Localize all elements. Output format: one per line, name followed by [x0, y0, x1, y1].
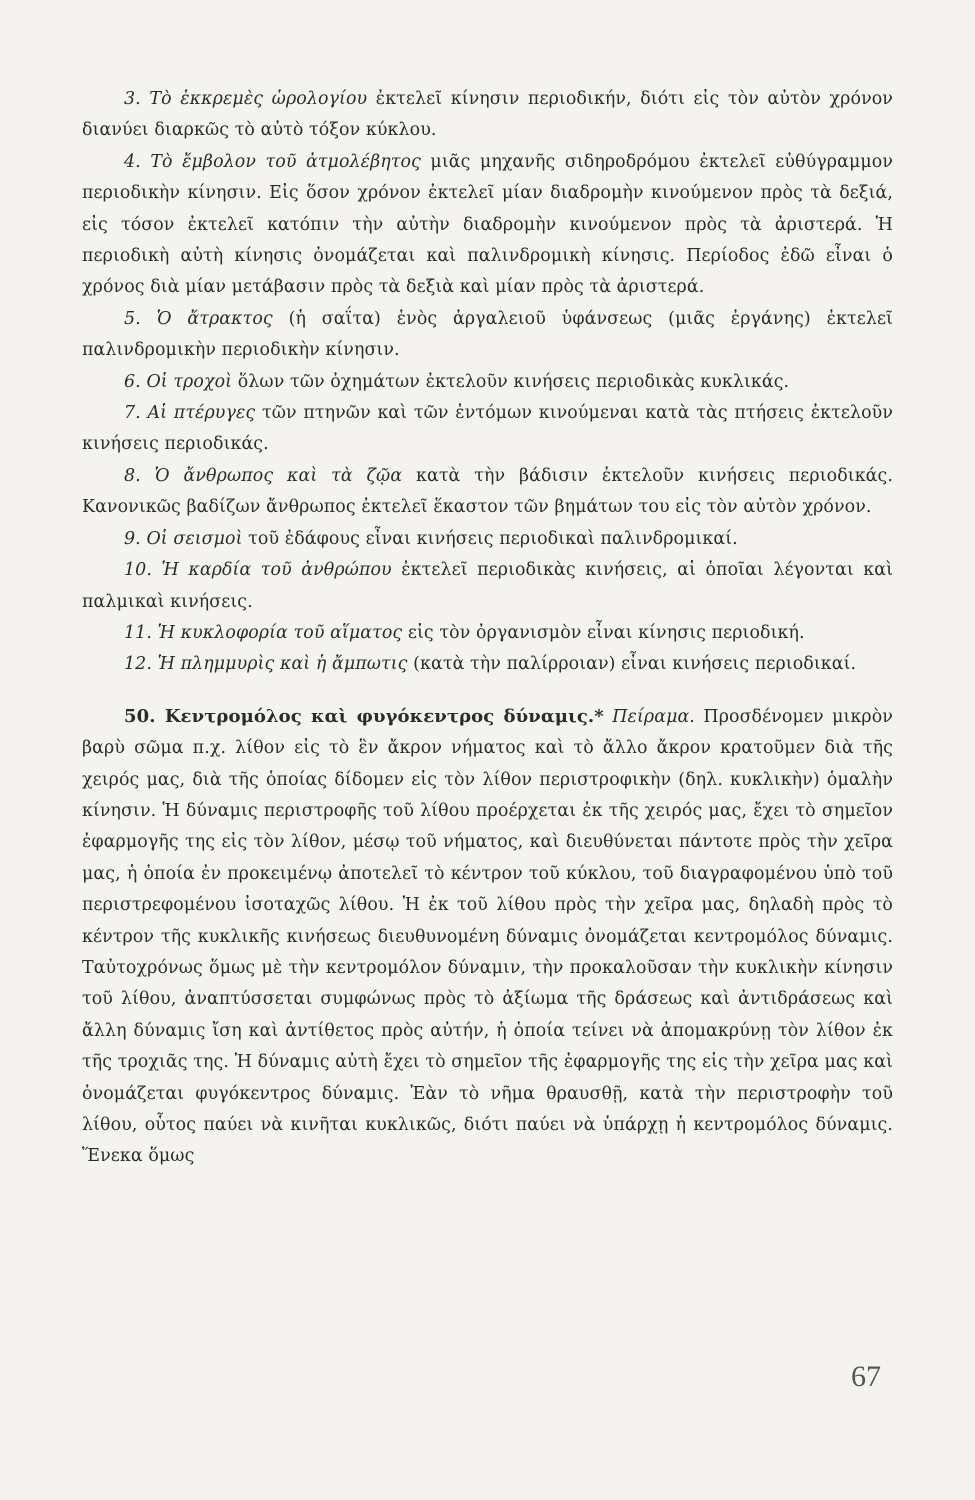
- item-term: Ὁ ἄτρακτος: [156, 308, 273, 329]
- list-item: [82, 555, 893, 618]
- list-item: [82, 618, 893, 649]
- list-item: [82, 367, 893, 398]
- item-number: 9.: [124, 528, 141, 549]
- item-number: 8.: [124, 465, 141, 486]
- page-body: [82, 84, 893, 1173]
- item-text: ἐκτελεῖ κίνησιν περιοδικήν, διότι εἰς τὸν αὐτὸν χρόνον διανύει διαρκῶς τὸ αὐτὸ τόξον κύκλου.: [82, 89, 893, 141]
- item-number: 3.: [124, 89, 141, 109]
- item-term: Αἱ πτέρυγες: [147, 403, 256, 424]
- section-paragraph: [82, 701, 893, 1173]
- page-number: 67: [851, 1360, 881, 1393]
- list-item: [82, 398, 893, 461]
- list-item: [82, 84, 893, 147]
- section-subhead: Πείραμα.: [612, 706, 695, 727]
- item-number: 4.: [124, 151, 141, 172]
- item-term: Ἡ πλημμυρὶς καὶ ἡ ἄμπωτις: [157, 654, 408, 675]
- item-term: Οἱ σεισμοὶ: [146, 528, 243, 549]
- item-term: Ἡ καρδία τοῦ ἀνθρώπου: [161, 560, 392, 581]
- item-number: 5.: [124, 308, 141, 329]
- section-body: Προσδένομεν μικρὸν βαρὺ σῶμα π.χ. λίθον εἰς τὸ ἓν ἄκρον νήματος καὶ τὸ ἄλλο ἄκρον κρατοῦμεν διὰ τῆς χειρός μας, διὰ τῆς ὁποίας δίδομεν εἰς τὸν λίθον περιστροφικὴν (δηλ. κυκλικὴν) ὁμαλὴν κίνησιν. Ἡ δύναμις περιστροφῆς τοῦ λίθου προέρχεται ἐκ τῆς χειρός μας, ἔχει τὸ σημεῖον ἐφαρμογῆς της εἰς τὸν λίθον, μέσῳ τοῦ νήματος, καὶ διευθύνεται πάντοτε πρὸς τὴν χεῖρα μας, ἡ ὁποία ἐν προκειμένῳ ἀποτελεῖ τὸ κέντρον τοῦ κύκλου, τοῦ διαγραφομένου ὑπὸ τοῦ περιστρεφομένου ἰσοταχῶς λίθου. Ἡ ἐκ τοῦ λίθου πρὸς τὴν χεῖρα μας, δηλαδὴ πρὸς τὸ κέντρον τῆς κυκλικῆς κινήσεως διευθυνομένη δύναμις ὀνομάζεται κεντρομόλος δύναμις. Ταὐτοχρόνως ὅμως μὲ τὴν κεντρομόλον δύναμιν, τὴν προκαλοῦσαν τὴν κυκλικὴν κίνησιν τοῦ λίθου, ἀναπτύσσεται συμφώνως πρὸς τὸ ἀξίωμα τῆς δράσεως καὶ ἀντιδράσεως καὶ ἄλλη δύναμις ἴση καὶ ἀντίθετος πρὸς αὐτήν, ἡ ὁποία τείνει νὰ ἀπομακρύνῃ τὸν λίθον ἐκ τῆς τροχιᾶς της. Ἡ δύναμις αὐτὴ ἔχει τὸ σημεῖον τῆς ἐφαρμογῆς της εἰς τὴν χεῖρα μας καὶ ὀνομάζεται φυγόκεντρος δύναμις. Ἐὰν τὸ νῆμα θραυσθῇ, κατὰ τὴν περιστροφὴν τοῦ λίθου, οὗτος παύει νὰ κινῆται κυκλικῶς, διότι παύει νὰ ὑπάρχῃ ἡ κεντρομόλος δύναμις. Ἕνεκα ὅμως: [82, 706, 893, 1167]
- list-item: [82, 461, 893, 524]
- item-term: Οἱ τροχοὶ: [146, 371, 233, 392]
- list-item: [82, 649, 893, 680]
- item-text: ὅλων τῶν ὀχημάτων ἐκτελοῦν κινήσεις περιοδικὰς κυκλικάς.: [237, 371, 790, 392]
- item-text: τῶν πτηνῶν καὶ τῶν ἐντόμων κινούμεναι κατὰ τὰς πτήσεις ἐκτελοῦν κινήσεις περιοδικάς.: [82, 403, 893, 455]
- item-text: τοῦ ἐδάφους εἶναι κινήσεις περιοδικαὶ παλινδρομικαί.: [248, 528, 738, 549]
- item-text: κατὰ τὴν βάδισιν ἐκτελοῦν κινήσεις περιοδικάς. Κανονικῶς βαδίζων ἄνθρωπος ἐκτελεῖ ἕκαστον τῶν βημάτων του εἰς τὸν αὐτὸν χρόνον.: [82, 465, 893, 518]
- item-text: μιᾶς μηχανῆς σιδηροδρόμου ἐκτελεῖ εὐθύγραμμον περιοδικὴν κίνησιν. Εἰς ὅσον χρόνον ἐκτελεῖ μίαν διαδρομὴν κινούμενον πρὸς τὰ δεξιά, εἰς τόσον ἐκτελεῖ κατόπιν τὴν αὐτὴν διαδρομὴν κινούμενον πρὸς τὰ ἀριστερά. Ἡ περιοδικὴ αὐτὴ κίνησις ὀνομάζεται καὶ παλινδρομικὴ κίνησις. Περίοδος ἐδῶ εἶναι ὁ χρόνος διὰ μίαν μετάβασιν πρὸς τὰ δεξιὰ καὶ μίαν πρὸς τὰ ἀριστερά.: [82, 151, 893, 298]
- item-number: 7.: [124, 403, 141, 424]
- item-number: 12.: [124, 654, 152, 675]
- item-text: εἰς τὸν ὀργανισμὸν εἶναι κίνησις περιοδική.: [407, 622, 805, 643]
- item-text: (ἡ σαΐτα) ἑνὸς ἀργαλειοῦ ὑφάνσεως (μιᾶς ἐργάνης) ἐκτελεῖ παλινδρομικὴν περιοδικὴν κίνησιν.: [82, 308, 893, 361]
- item-term: Τὸ ἔμβολον τοῦ ἀτμολέβητος: [150, 151, 421, 172]
- item-number: 6.: [124, 371, 141, 392]
- item-term: Ὁ ἄνθρωπος καὶ τὰ ζῷα: [154, 465, 403, 486]
- list-item: [82, 304, 893, 367]
- list-item: [82, 147, 893, 304]
- item-number: 10.: [124, 560, 152, 581]
- item-text: (κατὰ τὴν παλίρροιαν) εἶναι κινήσεις περιοδικαί.: [413, 654, 857, 675]
- item-term: Τὸ ἐκκρεμὲς ὡρολογίου: [149, 89, 368, 109]
- item-text: ἐκτελεῖ περιοδικὰς κινήσεις, αἱ ὁποῖαι λέγονται καὶ παλμικαὶ κινήσεις.: [82, 560, 893, 612]
- section-heading: 50. Κεντρομόλος καὶ φυγόκεντρος δύναμις.*: [124, 705, 604, 727]
- item-number: 11.: [124, 622, 152, 643]
- item-term: Ἡ κυκλοφορία τοῦ αἵματος: [157, 622, 403, 643]
- list-item: [82, 524, 893, 555]
